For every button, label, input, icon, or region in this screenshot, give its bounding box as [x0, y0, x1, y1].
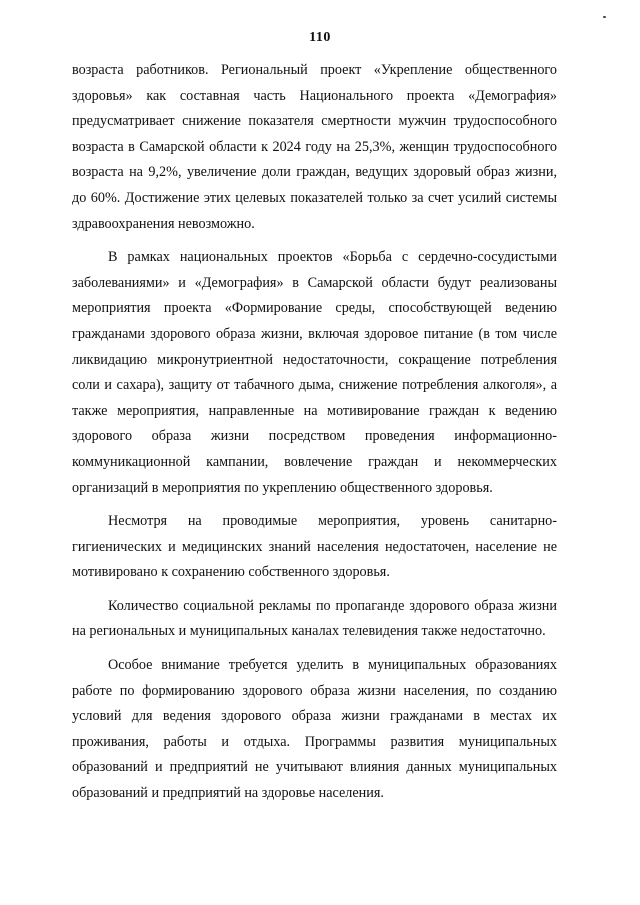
paragraph-5: Особое внимание требуется уделить в муниципальных образованиях работе по формированию здорового образа жизни населения, по созданию условий для ведения здорового образа жизни гражданами в местах их проживания, работы и отдыха. Программы развития муниципальных образований и предприятий не учитывают влияния данных муниципальных образований и предприятий на здоровье населения.	[72, 657, 557, 802]
paragraph-4: Количество социальной рекламы по пропаганде здорового образа жизни на региональных и муниципальных каналах телевидения также недостаточно.	[72, 597, 557, 640]
scan-mark	[603, 16, 606, 18]
paragraph-1: возраста работников. Региональный проект «Укрепление общественного здоровья» как составная часть Национального проекта «Демография» предусматривает снижение показателя смертности мужчин трудоспособного возраста в Самарской области к 2024 году на 25,3%, женщин трудоспособного возраста на 9,2%, увеличение доли граждан, ведущих здоровый образ жизни, до 60%. Достижение этих целевых показателей только за счет усилий системы здравоохранения невозможно.	[72, 62, 557, 232]
paragraph-2: В рамках национальных проектов «Борьба с сердечно-сосудистыми заболеваниями» и «Демография» в Самарской области будут реализованы мероприятия проекта «Формирование среды, способствующей ведению гражданами здорового образа жизни, включая здоровое питание (в том числе ликвидацию микронутриентной недостаточности, сокращение потребления соли и сахара), защиту от табачного дыма, снижение потребления алкоголя», а также мероприятия, направленные на мотивирование граждан к ведению здорового образа жизни посредством проведения информационно-коммуникационной кампании, вовлечение граждан и некоммерческих организаций в мероприятия по укреплению общественного здоровья.	[72, 249, 557, 496]
page-number: 110	[309, 30, 331, 45]
body-text	[72, 58, 557, 815]
paragraph-3: Несмотря на проводимые мероприятия, уровень санитарно-гигиенических и медицинских знаний населения недостаточен, население не мотивировано к сохранению собственного здоровья.	[72, 513, 557, 581]
